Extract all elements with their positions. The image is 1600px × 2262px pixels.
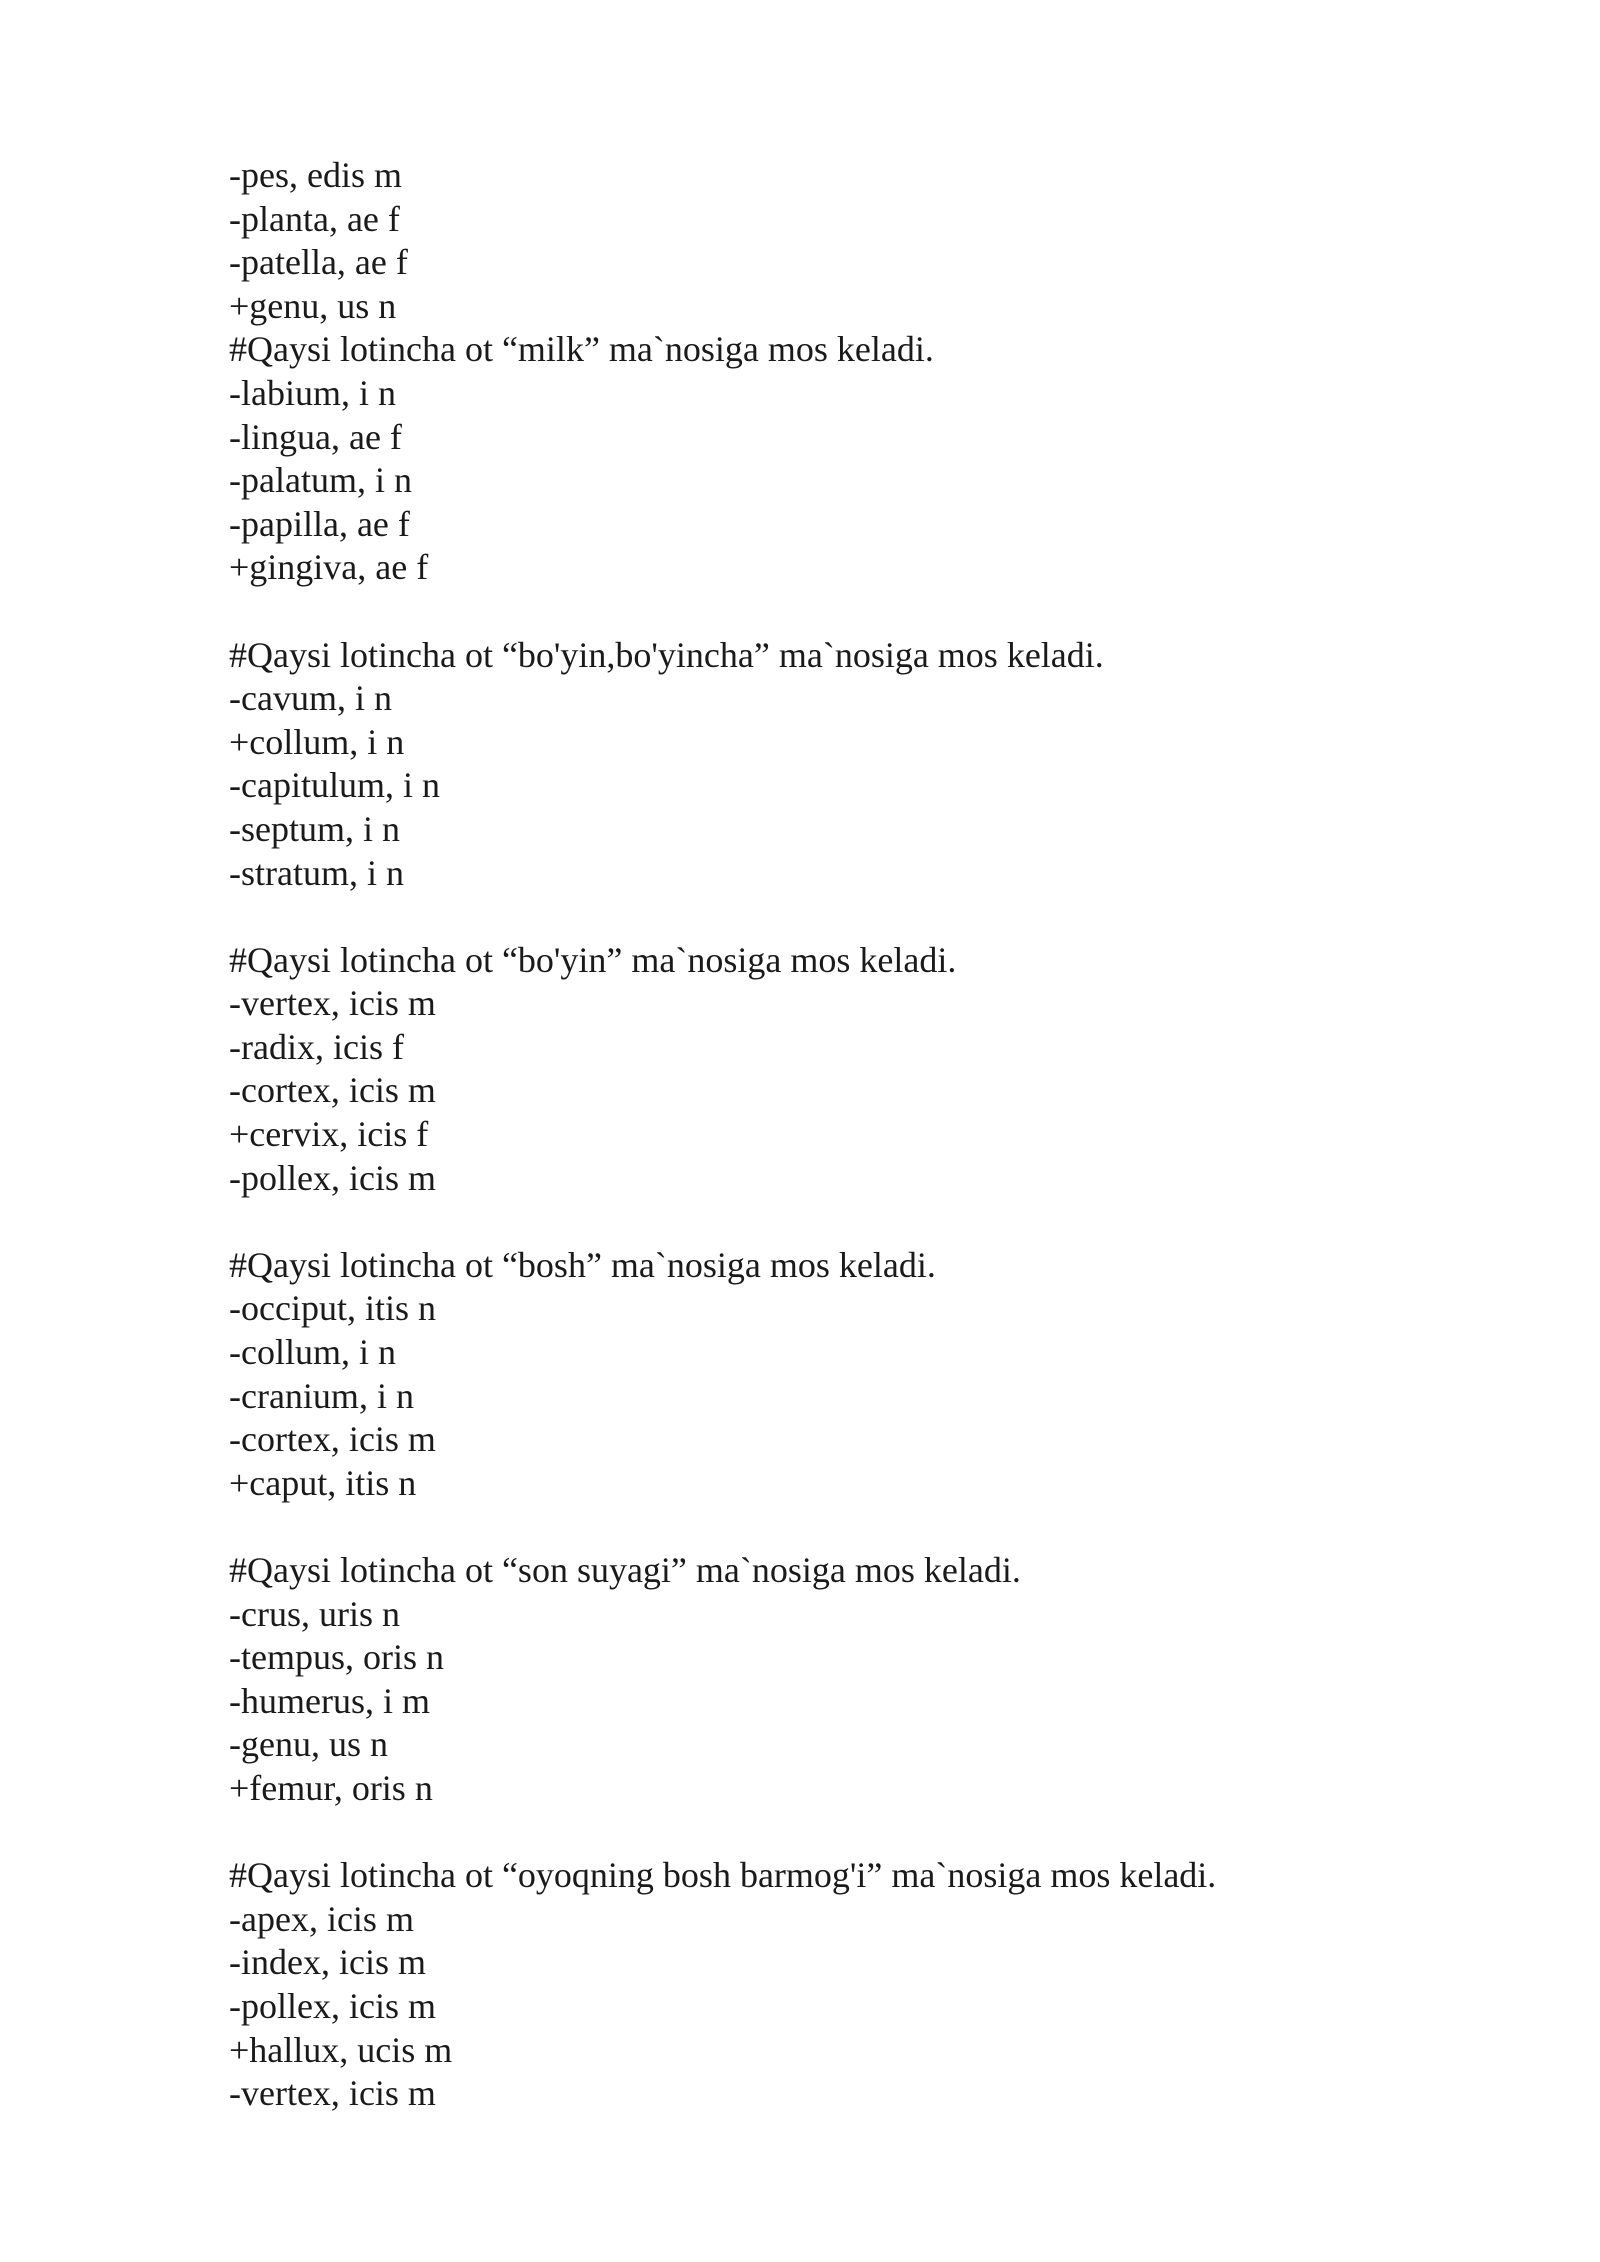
option-line: -humerus, i m bbox=[229, 1680, 430, 1721]
question-line: #Qaysi lotincha ot “bo'yin” ma`nosiga mos keladi. bbox=[229, 939, 957, 980]
option-line: -papilla, ae f bbox=[229, 503, 410, 544]
blank-line bbox=[229, 895, 1429, 939]
option-line: -patella, ae f bbox=[229, 242, 408, 283]
blank-line bbox=[229, 1811, 1429, 1855]
quiz-text bbox=[229, 154, 1429, 2116]
question-line: #Qaysi lotincha ot “milk” ma`nosiga mos keladi. bbox=[229, 329, 934, 370]
option-line: -pes, edis m bbox=[229, 155, 402, 195]
question-line: #Qaysi lotincha ot “oyoqning bosh barmog'i” ma`nosiga mos keladi. bbox=[229, 1855, 1217, 1896]
option-line: -tempus, oris n bbox=[229, 1637, 444, 1678]
question-line: #Qaysi lotincha ot “son suyagi” ma`nosiga mos keladi. bbox=[229, 1550, 1021, 1590]
blank-line bbox=[229, 1505, 1429, 1549]
option-line: -apex, icis m bbox=[229, 1898, 414, 1939]
option-line: +genu, us n bbox=[229, 285, 397, 326]
option-line: -collum, i n bbox=[229, 1332, 396, 1373]
option-line: +gingiva, ae f bbox=[229, 547, 429, 588]
option-line: -vertex, icis m bbox=[229, 2073, 436, 2114]
option-line: -vertex, icis m bbox=[229, 983, 436, 1024]
option-line: +caput, itis n bbox=[229, 1462, 417, 1503]
option-line: -cavum, i n bbox=[229, 678, 392, 719]
option-line: -genu, us n bbox=[229, 1724, 388, 1765]
option-line: -crus, uris n bbox=[229, 1593, 400, 1634]
option-line: +hallux, ucis m bbox=[229, 2029, 453, 2070]
option-line: +cervix, icis f bbox=[229, 1114, 429, 1155]
option-line: -lingua, ae f bbox=[229, 416, 402, 457]
option-line: -stratum, i n bbox=[229, 852, 404, 893]
option-line: -labium, i n bbox=[229, 372, 396, 413]
option-line: +collum, i n bbox=[229, 721, 405, 762]
option-line: -planta, ae f bbox=[229, 198, 400, 239]
option-line: -palatum, i n bbox=[229, 460, 412, 501]
option-line: -cranium, i n bbox=[229, 1375, 414, 1416]
option-line: -pollex, icis m bbox=[229, 1985, 436, 2026]
question-line: #Qaysi lotincha ot “bosh” ma`nosiga mos keladi. bbox=[229, 1244, 936, 1285]
option-line: -cortex, icis m bbox=[229, 1070, 436, 1111]
question-line: #Qaysi lotincha ot “bo'yin,bo'yincha” ma`nosiga mos keladi. bbox=[229, 634, 1104, 675]
option-line: -cortex, icis m bbox=[229, 1419, 436, 1460]
option-line: -septum, i n bbox=[229, 808, 400, 849]
option-line: -index, icis m bbox=[229, 1942, 426, 1983]
option-line: -radix, icis f bbox=[229, 1026, 404, 1067]
blank-line bbox=[229, 1200, 1429, 1244]
blank-line bbox=[229, 590, 1429, 634]
option-line: -pollex, icis m bbox=[229, 1157, 436, 1198]
option-line: -capitulum, i n bbox=[229, 765, 440, 806]
option-line: -occiput, itis n bbox=[229, 1288, 436, 1329]
option-line: +femur, oris n bbox=[229, 1767, 433, 1808]
